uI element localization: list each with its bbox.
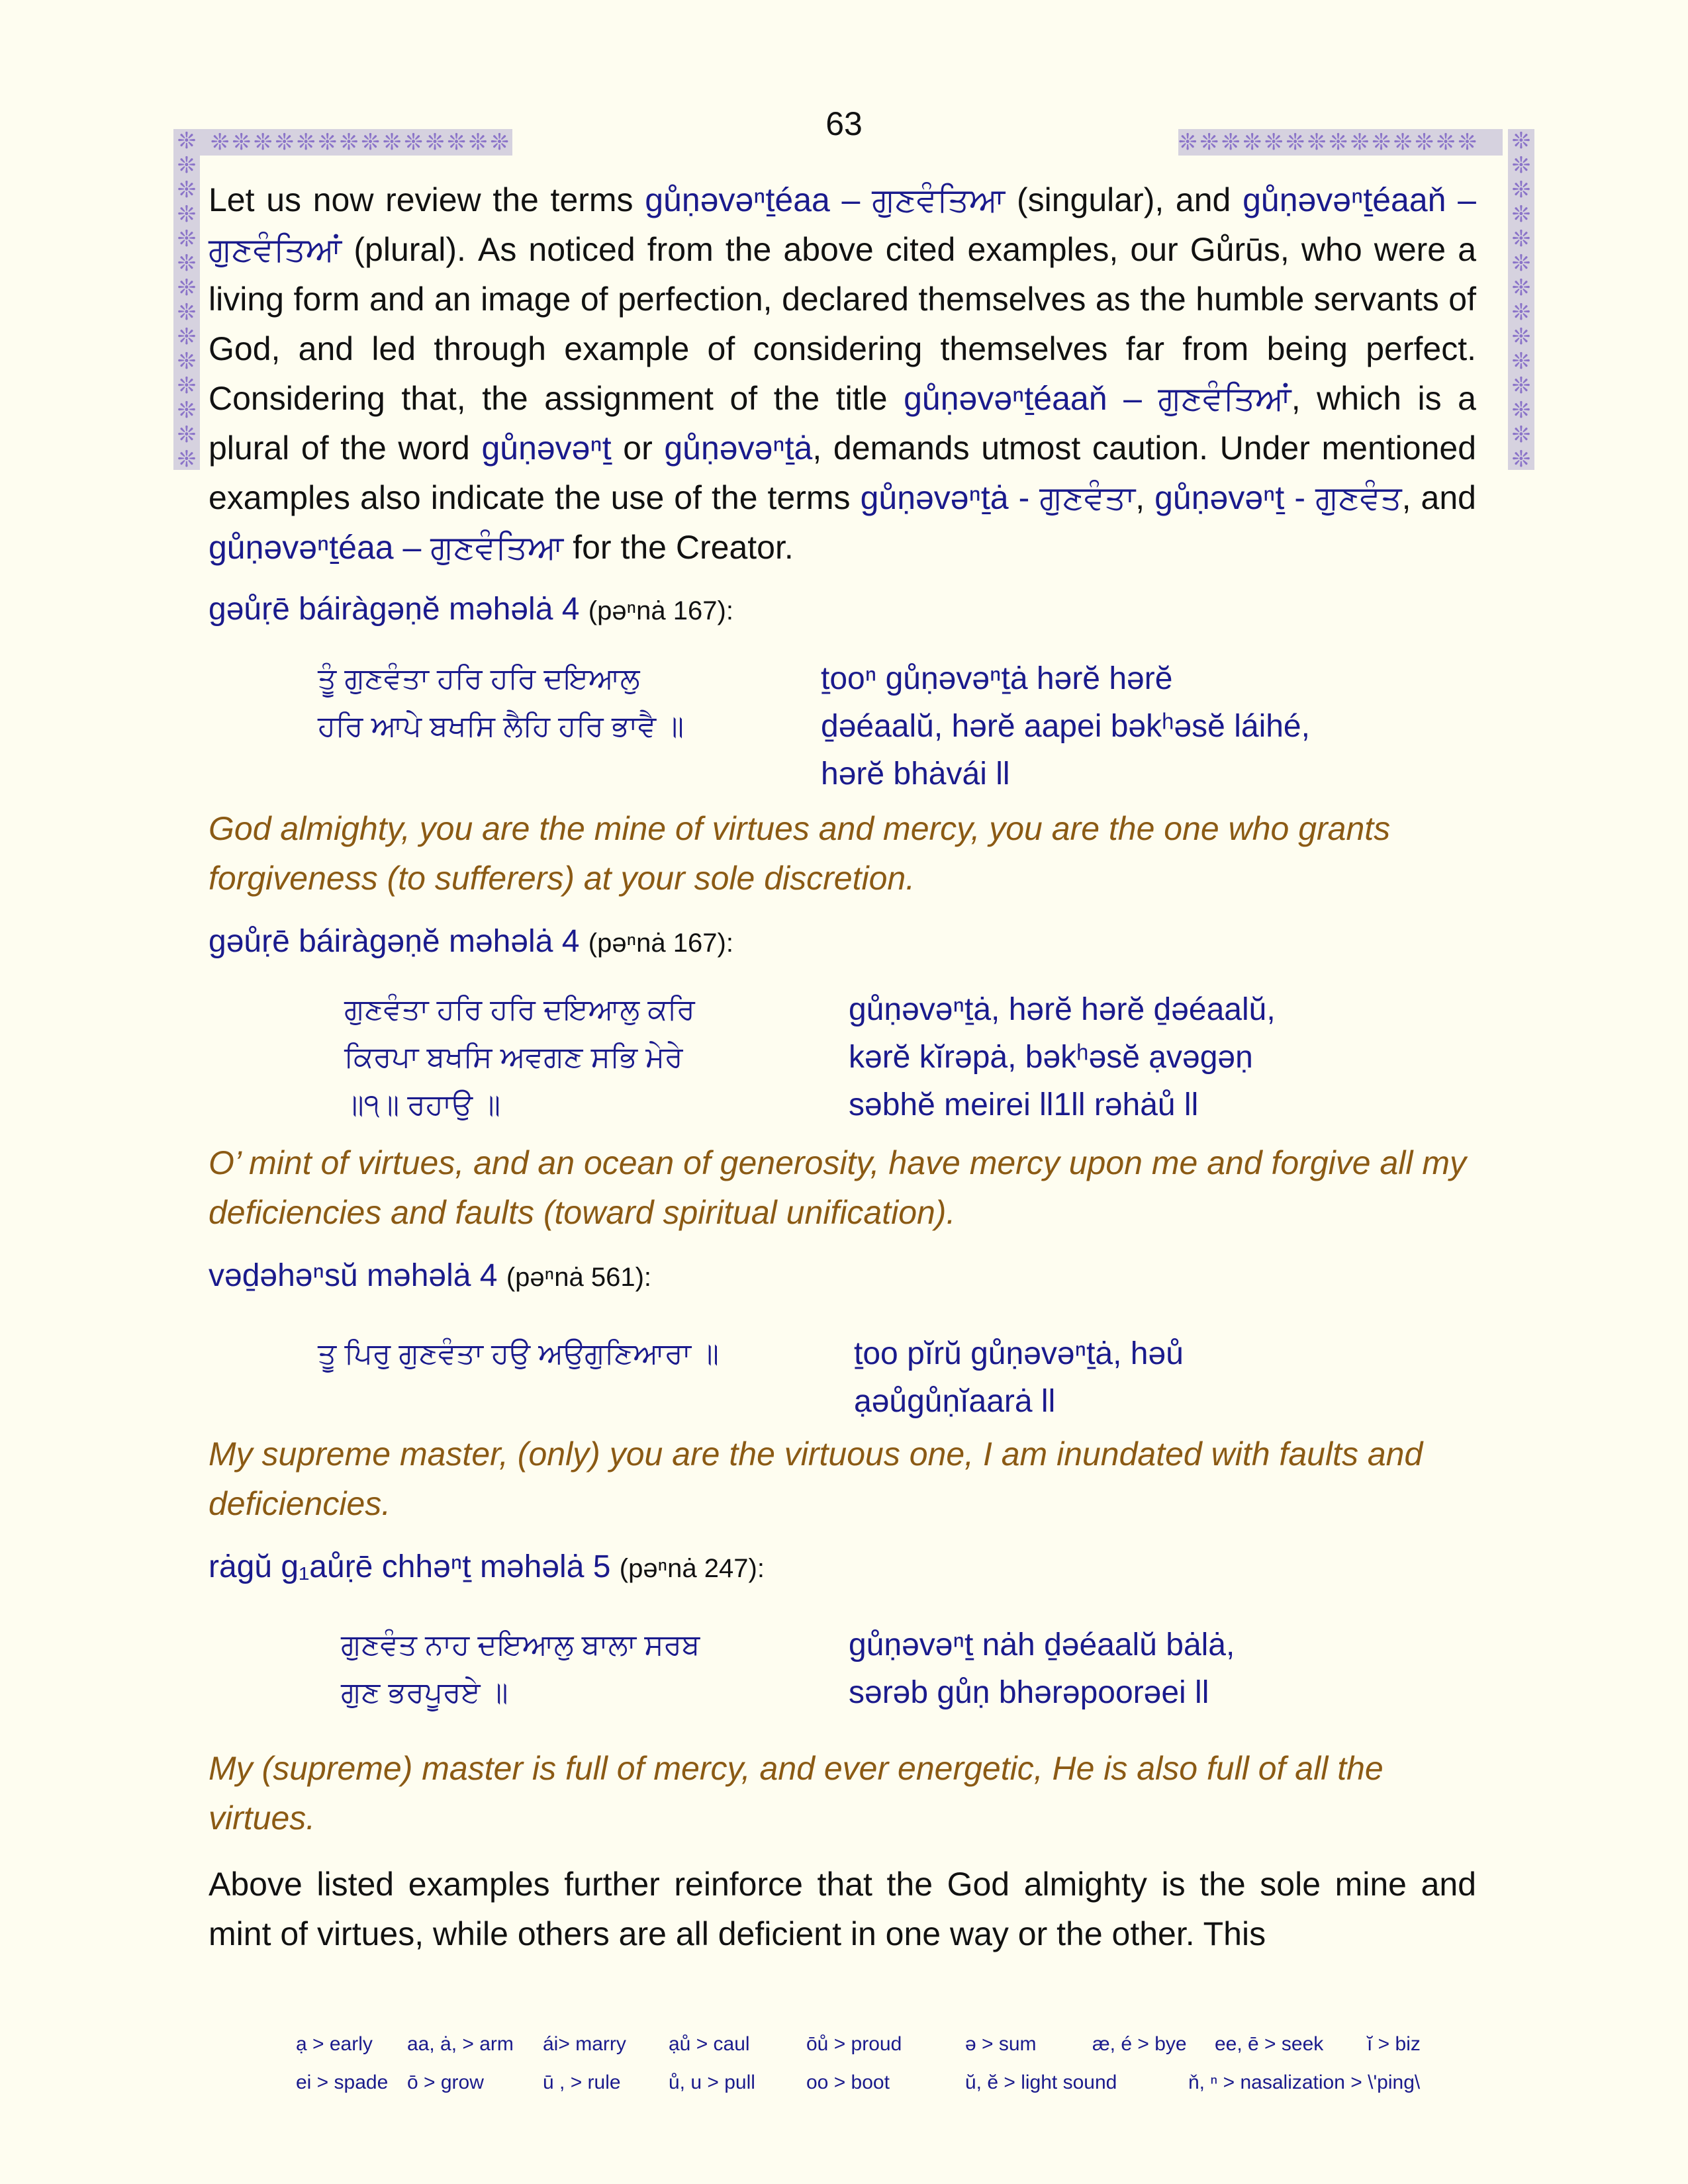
- gurmukhi-verse: ਤੂ ਪਿਰੁ ਗੁਣਵੰਤਾ ਹਉ ਅਉਗੁਣਿਆਰਾ ॥: [318, 1338, 719, 1370]
- verse-heading: gəůṛē báiràgəṇĕ məhəlȧ 4 (pəⁿnȧ 167):: [209, 592, 733, 627]
- legend-item: ň, ⁿ > nasalization > \'ping\: [1188, 2071, 1421, 2093]
- closing-paragraph: Above listed examples further reinforce that the God almighty is the sole mine and mint of virtues, while others are all deficient in one way or the other. This: [209, 1866, 1476, 1952]
- legend-item: ei > spade: [296, 2071, 389, 2093]
- pana-reference: (pəⁿnȧ 167):: [588, 929, 733, 958]
- pana-reference: (pəⁿnȧ 561):: [506, 1263, 652, 1292]
- legend-item: ŭ, ĕ > light sound: [965, 2071, 1117, 2093]
- transliteration: gůṇəvəⁿṯ nȧh ḏəéaalŭ bȧlȧ, sərəb gůṇ bhərəpoorəei ll: [849, 1627, 1235, 1710]
- gurmukhi-verse: ਗੁਣਵੰਤਾ ਹਰਿ ਹਰਿ ਦਇਆਲੁ ਕਰਿ ਕਿਰਪਾ ਬਖਸਿ ਅਵਗਣ ਸਭਿ ਮੇਰੇ ॥੧॥ ਰਹਾਉ ॥: [344, 993, 695, 1121]
- term-gunavant-creator: gůṇəvəⁿṯ - ਗੁਣਵੰਤ: [1154, 479, 1402, 516]
- legend-item: ū , > rule: [543, 2071, 621, 2093]
- transliteration: ṯooⁿ gůṇəvəⁿṯȧ hərĕ hərĕ ḏəéaalŭ, hərĕ aapei bəkʰəsĕ láihé, hərĕ bhȧvái ll: [821, 661, 1310, 792]
- pana-reference: (pəⁿnȧ 247):: [619, 1554, 765, 1583]
- translation: My (supreme) master is full of mercy, and ever energetic, He is also full of all the virtues.: [209, 1750, 1383, 1837]
- term-plural-title: gůṇəvəⁿṯéaaň – ਗੁਣਵੰਤਿਆਂ: [904, 380, 1291, 417]
- ornament-border-top-right: ❊❊❊❊❊❊❊❊❊❊❊❊❊❊: [1178, 129, 1503, 156]
- legend-item: æ, é > bye: [1092, 2033, 1187, 2055]
- legend-item: ạů > caul: [669, 2033, 750, 2055]
- term-gunavanteaa-creator: gůṇəvəⁿṯéaa – ਗੁਣਵੰਤਿਆ: [209, 529, 564, 566]
- pana-reference: (pəⁿnȧ 167):: [588, 596, 733, 625]
- term-plural: gůṇəvəⁿṯéaaň – ਗੁਣਵੰਤਿਆਂ: [209, 181, 1476, 268]
- ornament-border-right: ❊ ❊ ❊ ❊ ❊ ❊ ❊ ❊ ❊ ❊ ❊ ❊ ❊ ❊: [1508, 129, 1534, 470]
- legend-item: ů, u > pull: [669, 2071, 755, 2093]
- gurmukhi-verse: ਤੂੰ ਗੁਣਵੰਤਾ ਹਰਿ ਹਰਿ ਦਇਆਲੁ ਹਰਿ ਆਪੇ ਬਖਸਿ ਲੈਹਿ ਹਰਿ ਭਾਵੈ ॥: [318, 662, 684, 743]
- legend-item: ee, ē > seek: [1215, 2033, 1324, 2055]
- transliteration: ṯoo pĭrŭ gůṇəvəⁿṯȧ, həů ạəůgůṇĭaarȧ ll: [854, 1336, 1184, 1419]
- legend-item: oo > boot: [806, 2071, 890, 2093]
- intro-paragraph: Let us now review the terms gůṇəvəⁿṯéaa – ਗੁਣਵੰਤਿਆ (singular), and gůṇəvəⁿṯéaaň – ਗੁਣਵੰਤਿਆਂ (plural). As noticed from the above cited examples, our Gůrūs, who were a living form and an image of perfection, declared themselves as the humble servants of God, and led through example of considering themselves far from being perfect. Considering that, the assignment of the title gůṇəvəⁿṯéaaň – ਗੁਣਵੰਤਿਆਂ, which is a plural of the word gůṇəvəⁿṯ or gůṇəvəⁿṯȧ, demands utmost caution. Under mentioned examples also indicate the use of the terms gůṇəvəⁿṯȧ - ਗੁਣਵੰਤਾ, gůṇəvəⁿṯ - ਗੁਣਵੰਤ, and gůṇəvəⁿṯéaa – ਗੁਣਵੰਤਿਆ for the Creator.: [209, 181, 1477, 566]
- legend-item: ə > sum: [965, 2033, 1037, 2055]
- term-gunavanta-creator: gůṇəvəⁿṯȧ - ਗੁਣਵੰਤਾ: [860, 479, 1136, 516]
- legend-item: ōů > proud: [806, 2033, 902, 2055]
- verse-heading: rȧgŭ g₁aůṛē chhəⁿṯ məhəlȧ 5 (pəⁿnȧ 247):: [209, 1549, 765, 1584]
- page-number: 63: [825, 105, 863, 142]
- transliteration: gůṇəvəⁿṯȧ, hərĕ hərĕ ḏəéaalŭ, kərĕ kĭrəpȧ, bəkʰəsĕ ạvəgəṇ səbhĕ meirei ll1ll rəhȧů ll: [849, 992, 1276, 1122]
- term-singular: gůṇəvəⁿṯéaa – ਗੁਣਵੰਤਿਆ: [645, 181, 1006, 218]
- intro-section: [209, 175, 1476, 572]
- term-gunavant: gůṇəvəⁿṯ: [481, 430, 612, 467]
- verse-heading: vəḏəhəⁿsŭ məhəlȧ 4 (pəⁿnȧ 561):: [209, 1258, 652, 1293]
- verse-heading: gəůṛē báiràgəṇĕ məhəlȧ 4 (pəⁿnȧ 167):: [209, 924, 733, 959]
- ornament-border-top-left: ❊❊❊❊❊❊❊❊❊❊❊❊❊❊: [173, 129, 512, 156]
- translation: O’ mint of virtues, and an ocean of generosity, have mercy upon me and forgive all my deficiencies and faults (toward spiritual unification).: [209, 1144, 1467, 1231]
- legend-item: ĭ > biz: [1367, 2033, 1421, 2055]
- translation: My supreme master, (only) you are the virtuous one, I am inundated with faults and deficiencies.: [209, 1435, 1423, 1522]
- legend-item: ō > grow: [407, 2071, 484, 2093]
- gurmukhi-verse: ਗੁਣਵੰਤ ਨਾਹ ਦਇਆਲੁ ਬਾਲਾ ਸਰਬ ਗੁਣ ਭਰਪੂਰਏ ॥: [341, 1629, 700, 1709]
- legend-item: ái> marry: [543, 2033, 626, 2055]
- ornament-border-left: ❊ ❊ ❊ ❊ ❊ ❊ ❊ ❊ ❊ ❊ ❊ ❊ ❊ ❊: [173, 129, 200, 470]
- legend-item: aa, ȧ, > arm: [407, 2033, 514, 2055]
- term-gunavanta: gůṇəvəⁿṯȧ: [664, 430, 813, 467]
- legend-item: ạ > early: [296, 2033, 373, 2055]
- translation: God almighty, you are the mine of virtues and mercy, you are the one who grants forgiveness (to sufferers) at your sole discretion.: [209, 810, 1391, 897]
